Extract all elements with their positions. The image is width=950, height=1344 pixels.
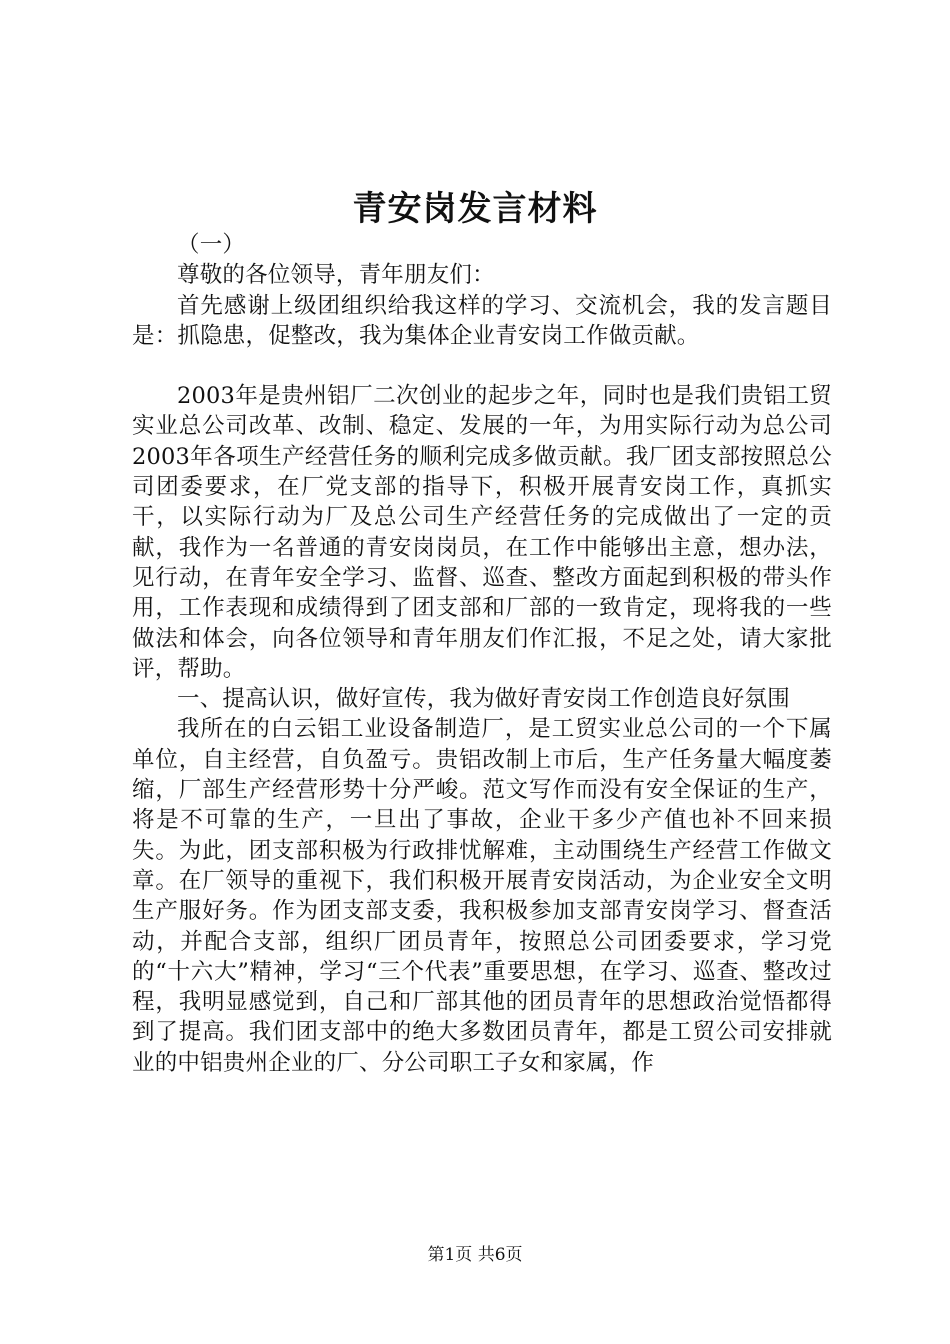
body-paragraph: 2003年是贵州铝厂二次创业的起步之年，同时也是我们贵铝工贸实业总公司改革、改制、稳定、发展的一年，为用实际行动为总公司2003年各项生产经营任务的顺利完成多做贡献。我厂团支部按照总公司团委要求，在厂党支部的指导下，积极开展青安岗工作，真抓实干，以实际行动为厂及总公司生产经营任务的完成做出了一定的贡献，我作为一名普通的青安岗岗员，在工作中能够出主意，想办法，见行动，在青年安全学习、监督、巡查、整改方面起到积极的带头作用，工作表现和成绩得到了团支部和厂部的一致肯定，现将我的一些做法和体会，向各位领导和青年朋友们作汇报，不足之处，请大家批评，帮助。 (132, 383, 832, 682)
section-heading: 一、提高认识，做好宣传，我为做好青安岗工作创造良好氛围 (177, 686, 790, 713)
document-body (132, 230, 832, 1078)
document-title: 青安岗发言材料 (352, 189, 598, 229)
section-number: （一） (177, 232, 246, 258)
intro-paragraph: 首先感谢上级团组织给我这样的学习、交流机会，我的发言题目是：抓隐患，促整改，我为集体企业青安岗工作做贡献。 (132, 292, 832, 349)
salutation: 尊敬的各位领导，青年朋友们： (177, 262, 495, 289)
page-footer: 第1页 共6页 (427, 1245, 523, 1265)
body-paragraph: 我所在的白云铝工业设备制造厂，是工贸实业总公司的一个下属单位，自主经营，自负盈亏。贵铝改制上市后，生产任务量大幅度萎缩，厂部生产经营形势十分严峻。范文写作而没有安全保证的生产，将是不可靠的生产，一旦出了事故，企业干多少产值也补不回来损失。为此，团支部积极为行政排忧解难，主动围绕生产经营工作做文章。在厂领导的重视下，我们积极开展青安岗活动，为企业安全文明生产服好务。作为团支部支委，我积极参加支部青安岗学习、督查活动，并配合支部，组织厂团员青年，按照总公司团委要求，学习党的“十六大”精神，学习“三个代表”重要思想，在学习、巡查、整改过程，我明显感觉到，自己和厂部其他的团员青年的思想政治觉悟都得到了提高。我们团支部中的绝大多数团员青年，都是工贸公司安排就业的中铝贵州企业的厂、分公司职工子女和家属，作 (132, 716, 832, 1076)
